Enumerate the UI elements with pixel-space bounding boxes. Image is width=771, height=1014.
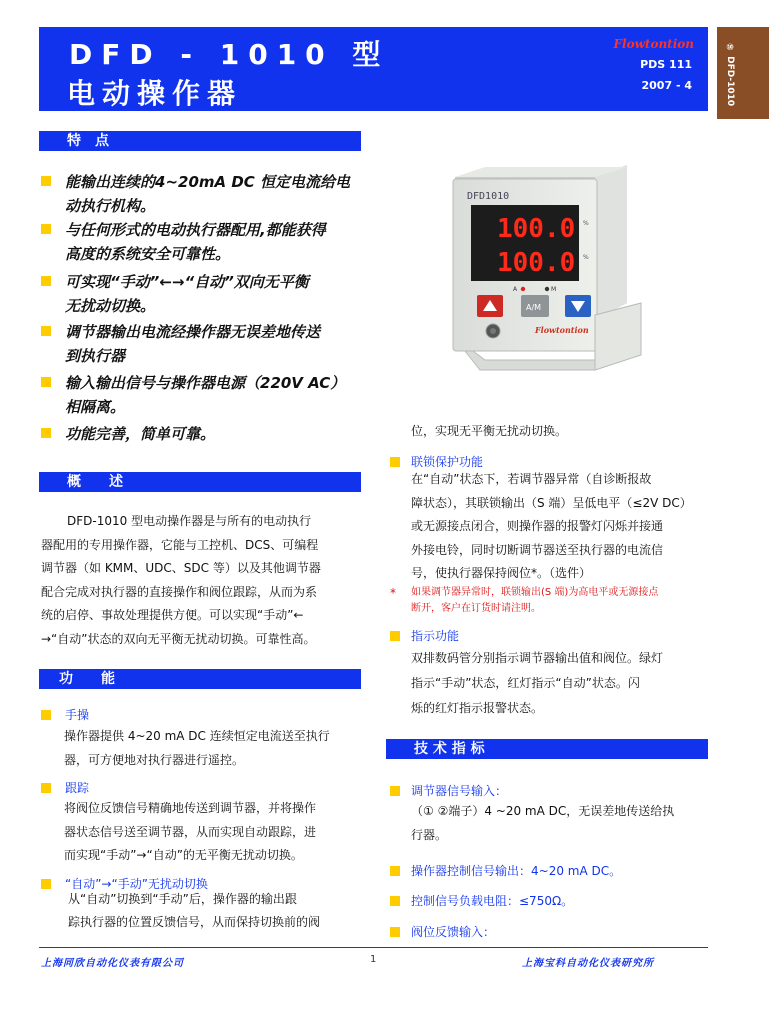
function-line: 器状态信号送至调节器，从而实现自动跟踪，进	[64, 824, 317, 839]
manual-led-icon	[545, 287, 549, 291]
bullet-square-icon	[41, 276, 51, 286]
led-m-label: M	[551, 286, 557, 293]
section-overview	[39, 472, 361, 492]
section-functions-title: 功 能	[59, 671, 115, 687]
spec-item	[390, 782, 710, 800]
interlock-note	[411, 585, 711, 617]
function-line: 指示“手动”状态，红灯指示“自动”状态。闪	[411, 676, 640, 690]
brand-logo: Flowtontion	[613, 37, 694, 51]
function-line: 操作器提供 4~20 mA DC 连续恒定电流送至执行	[64, 729, 330, 743]
function-manual-text	[64, 725, 364, 772]
side-tab	[717, 27, 769, 119]
function-line: 双排数码管分别指示调节器输出值和阀位。绿灯	[411, 651, 664, 665]
display-bottom-value: 100.0	[497, 248, 576, 278]
note-line: 如果调节器异常时，联锁输出(S 端)为高电平或无源接点	[411, 587, 659, 598]
overview-line: 配合完成对执行器的直接操作和阀位跟踪，从而为系	[41, 584, 318, 599]
display-top-value: 100.0	[497, 214, 576, 244]
bullet-square-icon	[41, 326, 51, 336]
section-features	[39, 131, 361, 151]
bullet-square-icon	[390, 896, 400, 906]
footer-rule	[39, 947, 708, 948]
feature-line: 调节器输出电流经操作器无误差地传送	[65, 323, 321, 341]
bullet-square-icon	[390, 457, 400, 467]
up-button[interactable]	[477, 295, 503, 317]
unit-label: %	[583, 220, 589, 227]
overview-paragraph	[41, 510, 365, 651]
feature-line: 与任何形式的电动执行器配用,都能获得	[65, 221, 326, 239]
spec-item	[390, 923, 710, 941]
am-button[interactable]	[521, 295, 549, 317]
function-switch-continued: 位，实现无平衡无扰动切换。	[411, 424, 568, 438]
feature-item	[41, 422, 371, 446]
function-line: 烁的红灯指示报警状态。	[411, 701, 544, 715]
led-a-label: A	[513, 286, 518, 293]
function-line: 在“自动”状态下，若调节器异常（自诊断报故	[411, 472, 652, 486]
header-banner	[39, 27, 708, 111]
overview-line: 统的启停、事故处理提供方便。可以实现“手动”←	[41, 608, 304, 622]
bullet-square-icon	[41, 710, 51, 720]
section-specs-title: 技 术 指 标	[414, 741, 485, 757]
feature-line: 到执行器	[65, 347, 126, 365]
spec-detail	[411, 800, 711, 847]
footer-right-company: 上海宝科自动化仪表研究所	[522, 958, 654, 969]
bullet-square-icon	[41, 428, 51, 438]
bullet-square-icon	[390, 631, 400, 641]
feature-item	[41, 320, 371, 368]
down-button[interactable]	[565, 295, 591, 317]
section-functions	[39, 669, 361, 689]
feature-line: 能输出连续的4~20mA DC 恒定电流给电	[65, 173, 351, 191]
footer-left-company: 上海同欣自动化仪表有限公司	[41, 958, 184, 969]
overview-line: 器配用的专用操作器，它能与工控机、DCS、可编程	[41, 537, 319, 552]
device-photo	[445, 165, 655, 385]
function-line: 外接电铃，同时切断调节器送至执行器的电流信	[411, 542, 664, 557]
function-tracking-text	[64, 797, 364, 868]
function-line: 从“自动”切换到“手动”后，操作器的输出跟	[68, 892, 297, 906]
spec-label: 控制信号负载电阻：≤750Ω。	[411, 894, 574, 908]
spec-label: 阀位反馈输入：	[411, 925, 496, 939]
spec-label: 调节器信号输入：	[411, 784, 508, 798]
feature-line: 无扰动切换。	[65, 297, 156, 315]
feature-item	[41, 371, 371, 419]
bullet-square-icon	[390, 786, 400, 796]
panel-brand: Flowtontion	[535, 325, 589, 335]
function-line: 器，可方便地对执行器进行遥控。	[64, 752, 245, 767]
page-number: 1	[370, 954, 378, 965]
feature-line: 功能完善，简单可靠。	[65, 425, 216, 443]
function-switch-text	[68, 888, 368, 934]
function-interlock-text	[411, 468, 711, 586]
function-line: 号，使执行器保持阀位*。（选件）	[411, 566, 592, 580]
bullet-square-icon	[41, 377, 51, 387]
feature-line: 输入输出信号与操作器电源（220V AC）	[65, 374, 346, 392]
overview-line: →“自动”状态的双向无平衡无扰动切换。可靠性高。	[41, 631, 316, 646]
function-line: 踪执行器的位置反馈信号，从而保持切换前的阀	[68, 915, 321, 929]
spec-item	[390, 892, 710, 910]
function-line: 障状态），其联锁输出（S 端）呈低电平（≤2V DC）	[411, 495, 692, 510]
feature-line: 可实现“手动”←→“自动”双向无平衡	[65, 273, 309, 291]
feature-item	[41, 170, 371, 218]
auto-led-icon	[521, 287, 525, 291]
function-title: 跟踪	[65, 781, 90, 795]
function-line: 将阀位反馈信号精确地传送到调节器，并将操作	[64, 801, 317, 815]
bullet-square-icon	[41, 176, 51, 186]
function-title: 联锁保护功能	[411, 455, 484, 469]
spec-item	[390, 862, 710, 880]
function-line: 而实现“手动”→“自动”的无平衡无扰动切换。	[64, 848, 303, 862]
feature-line: 高度的系统安全可靠性。	[65, 245, 231, 263]
function-title: 手操	[65, 708, 90, 722]
function-line: 或无源接点闭合，则操作器的报警灯闪烁并接通	[411, 519, 664, 533]
am-button-label: A/M	[526, 303, 542, 312]
function-indication-text	[411, 646, 711, 721]
bullet-square-icon	[41, 879, 51, 889]
overview-line: DFD-1010 型电动操作器是与所有的电动执行	[67, 514, 312, 528]
feature-item	[41, 218, 371, 266]
function-title: 指示功能	[411, 629, 460, 643]
section-features-title: 特 点	[67, 133, 109, 149]
doc-date: 2007 - 4	[641, 79, 692, 92]
spec-label: 操作器控制信号输出：4~20 mA DC。	[411, 864, 622, 878]
model-title: DFD - 1010 型	[69, 38, 390, 71]
feature-line: 相隔离。	[65, 398, 126, 416]
product-name: 电动操作器	[67, 77, 243, 110]
unit-label: %	[583, 254, 589, 261]
spec-line: （① ②端子）4 ~20 mA DC，无误差地传送给执	[411, 804, 675, 818]
overview-line: 调节器（如 KMM、UDC、SDC 等）以及其他调节器	[41, 561, 321, 575]
bullet-square-icon	[390, 927, 400, 937]
spec-line: 行器。	[411, 827, 448, 842]
function-indication	[390, 627, 710, 645]
bullet-square-icon	[41, 224, 51, 234]
note-line: 断开，客户在订货时请注明。	[411, 603, 541, 614]
feature-item	[41, 270, 371, 318]
bullet-square-icon	[41, 783, 51, 793]
section-specs	[386, 739, 708, 759]
device-model-label: DFD1010	[467, 191, 510, 202]
doc-code: PDS 111	[640, 58, 692, 71]
function-title: “自动”→“手动”无扰动切换	[65, 877, 208, 891]
side-tab-label: ⑩ DFD-1010	[725, 43, 735, 107]
bullet-square-icon	[390, 866, 400, 876]
section-overview-title: 概 述	[67, 474, 123, 490]
note-asterisk: *	[390, 586, 396, 600]
feature-line: 动执行机构。	[65, 197, 156, 215]
